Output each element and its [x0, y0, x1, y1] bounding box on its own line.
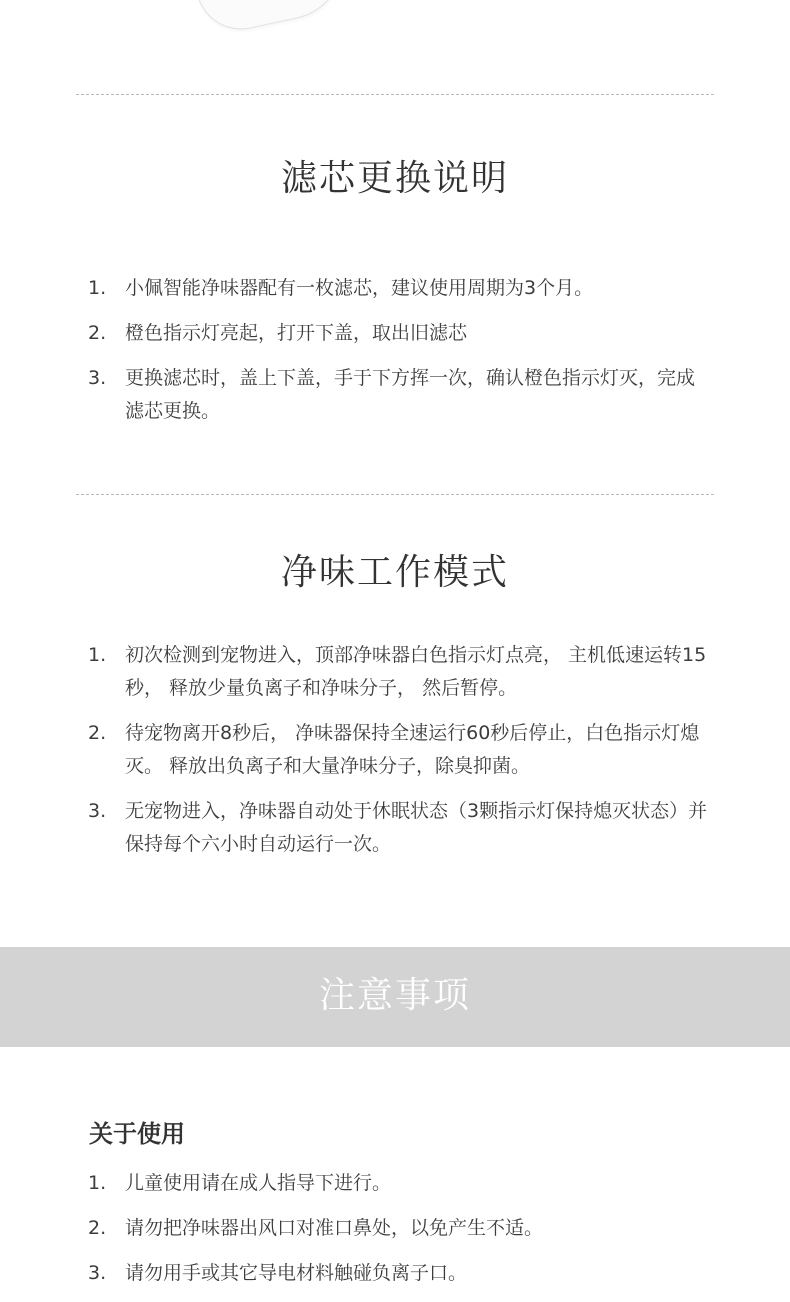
list-item-text: 请勿用手或其它导电材料触碰负离子口。	[125, 1262, 468, 1284]
list-item	[88, 1212, 708, 1245]
list-item	[88, 1257, 708, 1290]
list-item-number: 3.	[88, 800, 107, 822]
list-item-number: 3.	[88, 1262, 107, 1284]
list-item	[88, 317, 708, 350]
section-divider	[76, 94, 714, 95]
section-divider	[76, 494, 714, 495]
list-item-number: 1.	[88, 1172, 107, 1194]
mode-section-title: 净味工作模式	[280, 552, 509, 593]
list-item-text: 初次检测到宠物进入，顶部净味器白色指示灯点亮， 主机低速运转15秒， 释放少量负离子和净味分子， 然后暂停。	[125, 644, 707, 699]
list-item	[88, 362, 708, 428]
list-item	[88, 639, 708, 705]
mode-instructions-list	[88, 639, 708, 873]
list-item-number: 2.	[88, 722, 107, 744]
list-item-text: 待宠物离开8秒后， 净味器保持全速运行60秒后停止，白色指示灯熄灭。 释放出负离子和大量净味分子，除臭抑菌。	[125, 722, 700, 777]
notice-section-title: 注意事项	[318, 975, 471, 1016]
list-item-text: 小佩智能净味器配有一枚滤芯，建议使用周期为3个月。	[125, 277, 594, 299]
usage-subheading: 关于使用	[89, 1120, 185, 1148]
list-item-number: 1.	[88, 277, 107, 299]
list-item-number: 3.	[88, 367, 107, 389]
product-image-edge	[187, 0, 355, 38]
list-item	[88, 717, 708, 783]
list-item-text: 请勿把净味器出风口对准口鼻处，以免产生不适。	[125, 1217, 544, 1239]
list-item-text: 橙色指示灯亮起，打开下盖，取出旧滤芯	[125, 322, 468, 344]
usage-notes-list	[88, 1167, 708, 1302]
list-item-number: 2.	[88, 1217, 107, 1239]
list-item	[88, 272, 708, 305]
list-item-text: 更换滤芯时，盖上下盖，手于下方挥一次，确认橙色指示灯灭，完成滤芯更换。	[125, 367, 696, 422]
list-item	[88, 1167, 708, 1200]
list-item	[88, 795, 708, 861]
list-item-number: 1.	[88, 644, 107, 666]
notice-banner	[0, 947, 790, 1047]
filter-instructions-list	[88, 272, 708, 440]
filter-section-title: 滤芯更换说明	[280, 158, 509, 199]
list-item-text: 儿童使用请在成人指导下进行。	[125, 1172, 392, 1194]
list-item-text: 无宠物进入，净味器自动处于休眠状态（3颗指示灯保持熄灭状态）并保持每个六小时自动运行一次。	[125, 800, 708, 855]
list-item-number: 2.	[88, 322, 107, 344]
